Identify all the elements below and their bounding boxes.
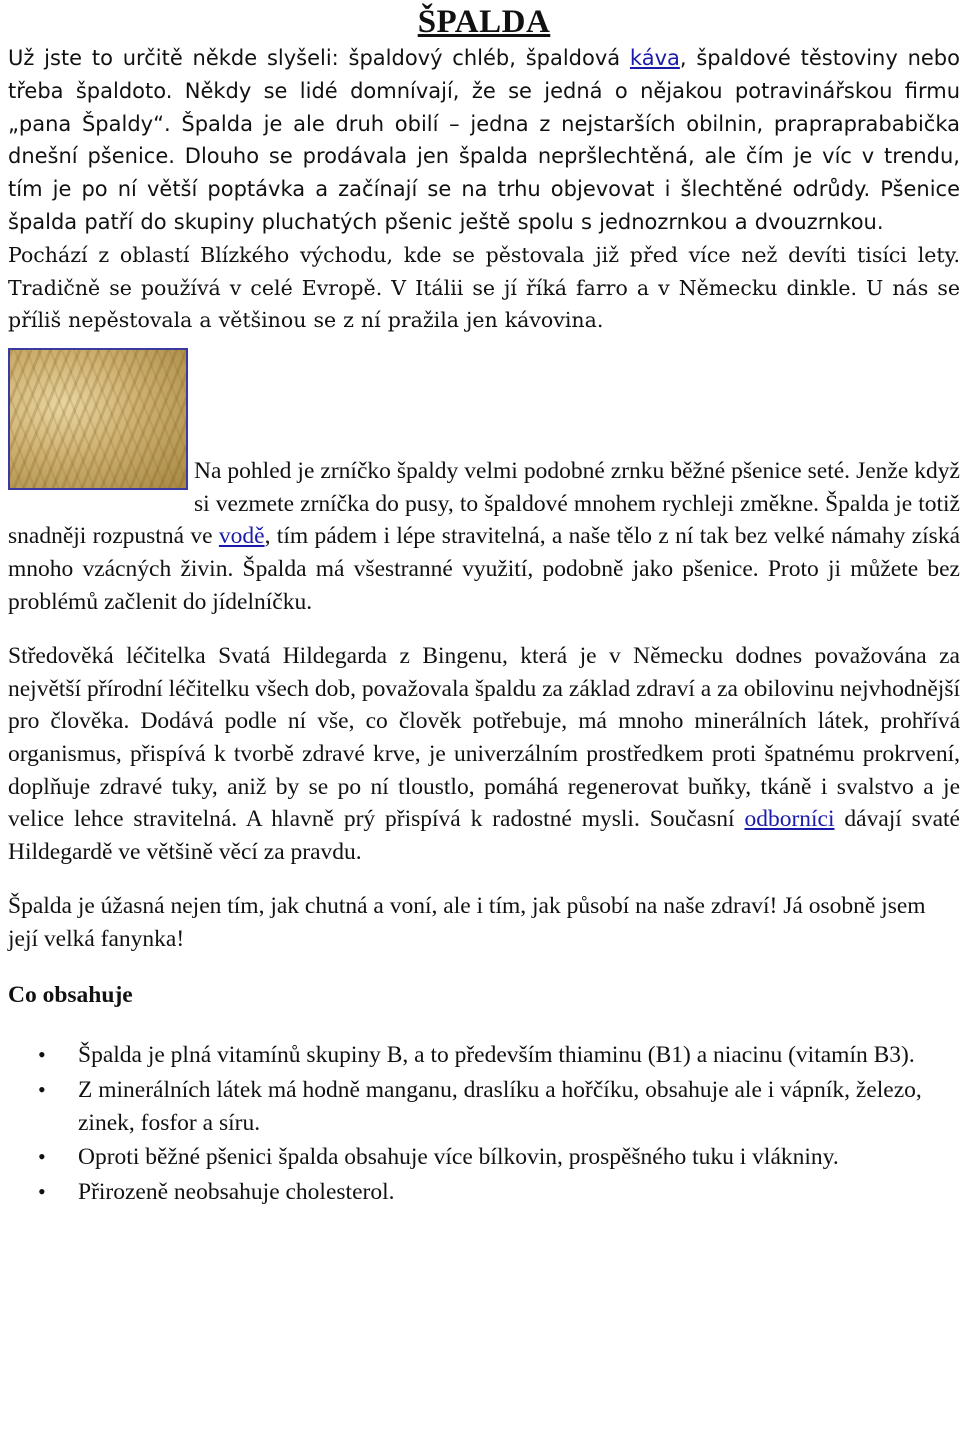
hildegard-text-end: dávají svaté Hildegardě ve většině věcí za pravdu. (8, 806, 960, 865)
list-item-text: Přirozeně neobsahuje cholesterol. (78, 1178, 395, 1205)
voda-link[interactable]: vodě (218, 523, 265, 550)
fan-paragraph: Špalda je úžasná nejen tím, jak chutná a voní, ale i tím, jak působí na naše zdraví! Já osobně jsem její velká fanynka! (8, 893, 926, 952)
bullet-icon: • (38, 1178, 46, 1204)
list-item (8, 1141, 960, 1174)
hildegard-text-start: Středověká léčitelka Svatá Hildegarda z Bingenu, která je v Německu dodnes považována za největší přírodní léčitelku všech dob, považovala špaldu za základ zdraví a za obilovinu nejvhodnější pro člověka. Dodává podle ní vše, co člověk potřebuje, má mnoho minerálních látek, prohřívá organismus, přispívá k tvorbě zdravé krve, je univerzálním prostředkem proti špatnému prokrvení, doplňuje zdravé tuky, aniž by se po ní tloustlo, pomáhá regenerovat buňky, tkáně i svalstvo a je velice lehce stravitelná. A hlavně prý přispívá k radostné mysli. Současní (8, 643, 960, 833)
origin-text: Pochází z oblastí Blízkého východu, kde se pěstovala již před více než devíti tisíci lety. Tradičně se používá v celé Evropě. V Itálii se jí říká farro a v Německu dinkle. U nás se příliš nepěstovala a většinou se z ní pražila jen kávovina. (8, 242, 960, 333)
contents-list (8, 1039, 960, 1208)
list-item (8, 1176, 960, 1209)
list-item (8, 1039, 960, 1072)
page-title: ŠPALDA (417, 4, 551, 40)
intro-paragraph (8, 42, 960, 239)
list-item-text: Oproti běžné pšenici špalda obsahuje více bílkovin, prospěšného tuku i vlákniny. (78, 1144, 839, 1171)
origin-paragraph (8, 239, 960, 337)
list-item (8, 1074, 960, 1139)
grain-text-start: Na pohled je zrníčko špaldy velmi podobné zrnku běžné pšenice seté. Jenže když si vezmete zrníčka do pusy, to špaldové mnohem rychleji změkne. Špalda je totiž snadněji rozpustná ve (8, 458, 960, 550)
document-page (8, 0, 960, 1210)
odbornici-link[interactable]: odborníci (744, 806, 835, 833)
list-item-text: Špalda je plná vitamínů skupiny B, a to především thiaminu (B1) a niacinu (vitamín B3). (78, 1042, 915, 1069)
intro-text-start: Už jste to určitě někde slyšeli: špaldový chléb, špaldová (8, 46, 630, 70)
bullet-icon: • (38, 1144, 46, 1170)
bullet-icon: • (38, 1077, 46, 1103)
list-item-text: Z minerálních látek má hodně manganu, draslíku a hořčíku, obsahuje ale i vápník, železo, zinek, fosfor a síru. (78, 1077, 922, 1136)
intro-text-end: , špaldové těstoviny nebo třeba špaldoto. Někdy se lidé domnívají, že se jedná o nějakou potravinářskou firmu „pana Špaldy“. Špalda je ale druh obilí – jedna z nejstarších obilnin, prapraprababička dnešní pšenice. Dlouho se prodávala jen špalda nepršlechtěná, ale čím je víc v trendu, tím je po ní větší poptávka a začínají se na trhu objevovat i šlechtěné odrůdy. Pšenice špalda patří do skupiny pluchatých pšenic ještě spolu s jednozrnkou a dvouzrnkou. (8, 46, 960, 234)
bullet-icon: • (38, 1042, 46, 1068)
grain-text-end: , tím pádem i lépe stravitelná, a naše tělo z ní tak bez velké námahy získá mnoho vzácných živin. Špalda má všestranné využití, podobně jako pšenice. Proto ji můžete bez problémů začlenit do jídelníčku. (8, 523, 960, 615)
contents-heading: Co obsahuje (8, 982, 133, 1009)
spelt-field-photo[interactable] (8, 348, 188, 490)
kava-link[interactable]: káva (629, 46, 680, 70)
hildegard-paragraph (8, 640, 960, 868)
